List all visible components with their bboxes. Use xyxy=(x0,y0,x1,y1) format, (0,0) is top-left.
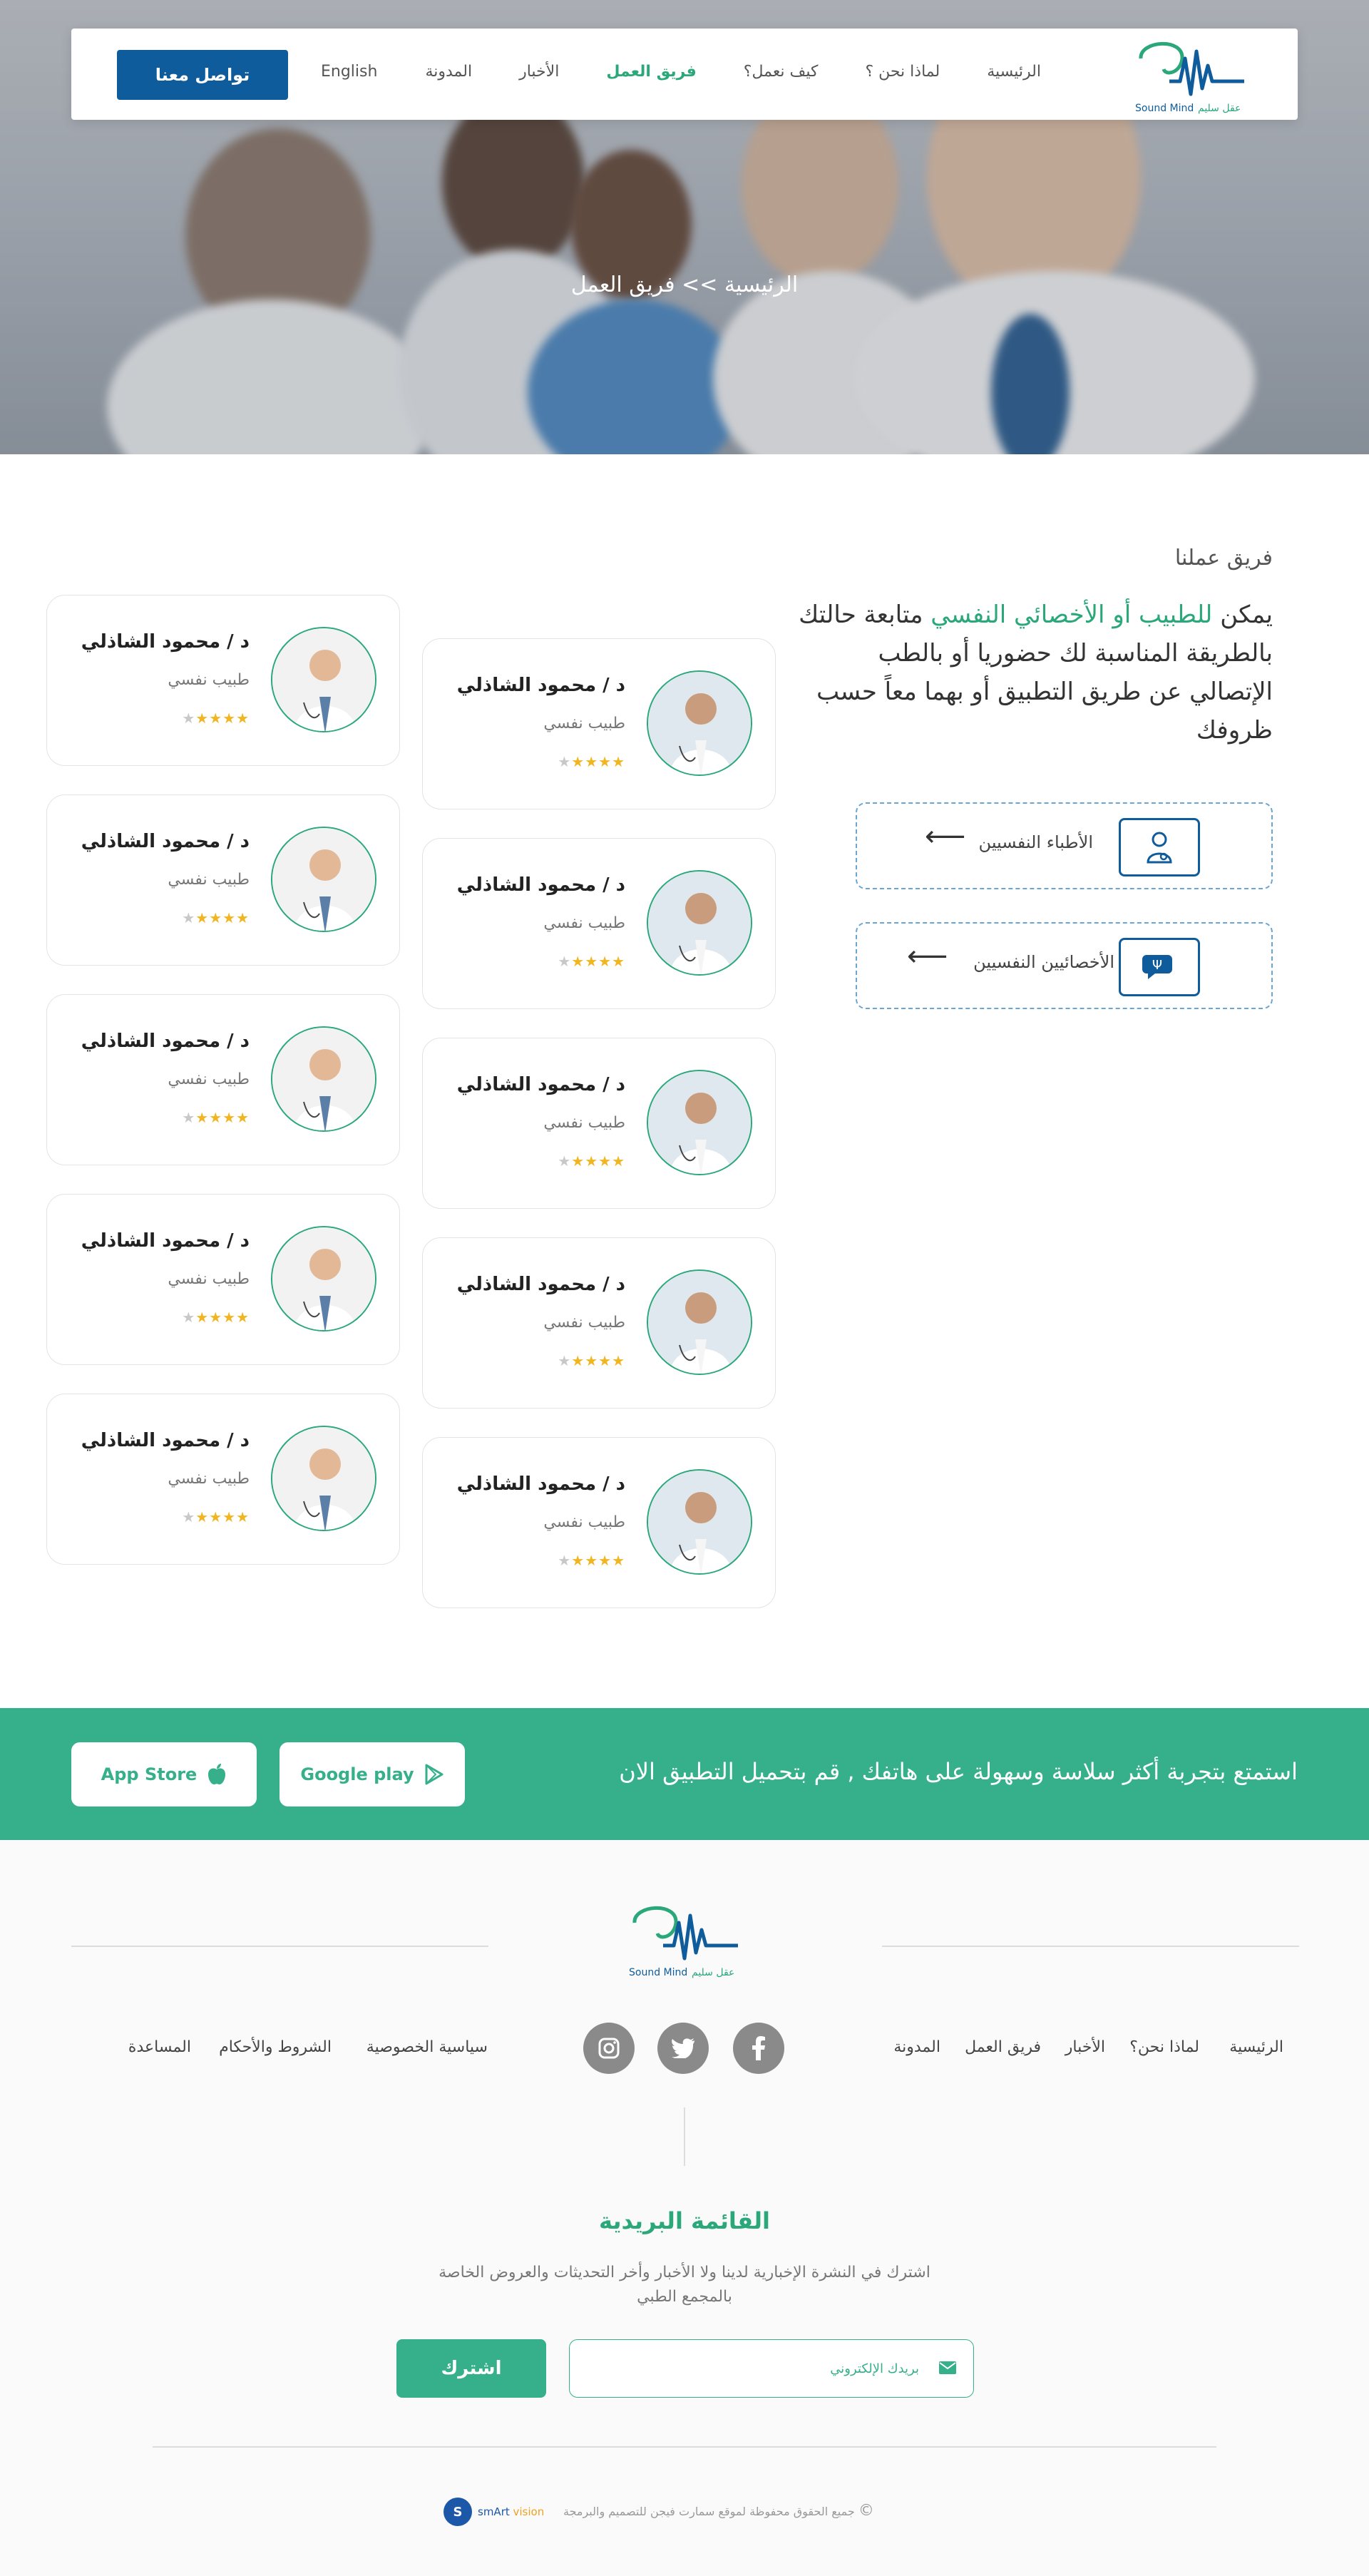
star-icon: ★ xyxy=(558,953,572,970)
doctor-rating xyxy=(558,1552,625,1569)
smart-vision-badge[interactable] xyxy=(443,2498,544,2526)
star-icon: ★ xyxy=(558,1552,572,1569)
star-icon: ★ xyxy=(209,909,223,926)
star-icon: ★ xyxy=(558,1152,572,1170)
doctor-rating xyxy=(182,1109,250,1126)
doctor-card[interactable] xyxy=(422,638,776,809)
doctor-rating xyxy=(558,1152,625,1170)
doctor-rating xyxy=(182,1508,250,1525)
facebook-button[interactable] xyxy=(733,2023,784,2074)
footer xyxy=(0,1840,1369,2576)
app-store-button[interactable] xyxy=(71,1742,257,1806)
doctor-card[interactable] xyxy=(46,794,400,966)
doctor-rating xyxy=(558,1352,625,1369)
doctor-card[interactable] xyxy=(46,595,400,766)
copyright-text xyxy=(563,2502,874,2520)
star-icon: ★ xyxy=(585,953,599,970)
doctor-card[interactable] xyxy=(46,1394,400,1565)
doctor-card[interactable] xyxy=(422,1038,776,1209)
star-icon: ★ xyxy=(222,1508,237,1525)
footer-link-privacy[interactable]: سياسية الخصوصية xyxy=(366,2038,488,2056)
doctor-title: طبيب نفسي xyxy=(168,671,250,689)
star-icon: ★ xyxy=(585,753,599,770)
doctor-title: طبيب نفسي xyxy=(168,1270,250,1288)
contact-us-button[interactable]: تواصل معنا xyxy=(117,50,288,100)
star-icon: ★ xyxy=(585,1352,599,1369)
doctor-name: د / محمود الشاذلي xyxy=(81,1031,250,1052)
star-icon: ★ xyxy=(585,1552,599,1569)
star-icon: ★ xyxy=(236,1309,250,1326)
doctor-name: د / محمود الشاذلي xyxy=(81,831,250,852)
logo-text-ar: عقل سليم xyxy=(1198,103,1241,114)
doctor-name: د / محمود الشاذلي xyxy=(456,1473,625,1495)
sound-mind-logo[interactable] xyxy=(620,1901,749,1980)
filter-psychologists-label: الأخصائيين النفسيين xyxy=(973,952,1114,972)
arrow-left-icon: ⟵ xyxy=(925,820,966,853)
twitter-button[interactable] xyxy=(657,2023,709,2074)
doctor-name: د / محمود الشاذلي xyxy=(81,631,250,653)
star-icon: ★ xyxy=(612,953,625,970)
footer-link-news[interactable]: الأخبار xyxy=(1065,2038,1105,2056)
star-icon: ★ xyxy=(195,1508,210,1525)
doctor-title: طبيب نفسي xyxy=(168,1470,250,1488)
star-icon: ★ xyxy=(222,909,237,926)
newsletter-email-field[interactable] xyxy=(569,2339,974,2398)
doctor-icon xyxy=(1119,818,1200,876)
footer-link-team[interactable]: فريق العمل xyxy=(965,2038,1041,2056)
doctor-card[interactable] xyxy=(422,1437,776,1608)
doctor-photo xyxy=(647,1269,752,1375)
doctor-name: د / محمود الشاذلي xyxy=(456,874,625,896)
filter-psychiatrists[interactable] xyxy=(856,802,1273,889)
smart-vision-name: smArt vision xyxy=(478,2505,545,2518)
star-icon: ★ xyxy=(598,1152,612,1170)
nav-link-team[interactable]: فريق العمل xyxy=(606,63,697,81)
star-icon: ★ xyxy=(598,753,612,770)
star-icon: ★ xyxy=(195,1309,210,1326)
newsletter-title: القائمة البريدية xyxy=(599,2207,770,2234)
footer-link-blog[interactable]: المدونة xyxy=(893,2038,940,2056)
star-icon: ★ xyxy=(236,1109,250,1126)
nav-link-home[interactable]: الرئيسية xyxy=(987,63,1041,81)
doctor-title: طبيب نفسي xyxy=(543,914,625,932)
copyright-label: جميع الحقوق محفوظة لموقع سمارت فيجن للتصميم والبرمجة xyxy=(563,2505,855,2518)
intro-text-after: متابعة حالتك بالطريقة المناسبة لك حضوريا أو بالطب الإتصالي عن طريق التطبيق أو بهما معاً حسب ظروفك xyxy=(799,600,1273,745)
app-banner-text: استمتع بتجربة أكثر سلاسة وسهولة على هاتفك , قم بتحميل التطبيق الان xyxy=(619,1758,1298,1785)
mail-icon xyxy=(939,2361,956,2374)
doctor-rating xyxy=(182,909,250,926)
star-icon: ★ xyxy=(182,909,196,926)
doctor-title: طبيب نفسي xyxy=(168,1070,250,1088)
star-icon: ★ xyxy=(182,710,196,727)
star-icon: ★ xyxy=(222,1309,237,1326)
star-icon: ★ xyxy=(571,1352,585,1369)
doctor-rating xyxy=(558,753,625,770)
google-play-button[interactable] xyxy=(280,1742,465,1806)
psychology-chat-icon xyxy=(1119,938,1200,996)
star-icon: ★ xyxy=(558,1352,572,1369)
star-icon: ★ xyxy=(209,1309,223,1326)
doctor-photo xyxy=(271,1226,376,1332)
star-icon: ★ xyxy=(195,909,210,926)
doctor-name: د / محمود الشاذلي xyxy=(81,1230,250,1252)
doctor-title: طبيب نفسي xyxy=(543,715,625,732)
instagram-icon xyxy=(598,2038,620,2059)
footer-bottom-divider xyxy=(153,2446,1216,2448)
doctor-rating xyxy=(558,953,625,970)
footer-divider xyxy=(71,1946,488,1947)
app-download-banner xyxy=(0,1708,1369,1840)
star-icon: ★ xyxy=(195,1109,210,1126)
doctor-photo xyxy=(647,670,752,776)
star-icon: ★ xyxy=(612,1152,625,1170)
logo-text-en: Sound Mind xyxy=(1135,103,1194,114)
sound-mind-logo[interactable] xyxy=(1127,37,1255,116)
nav-link-blog[interactable]: المدونة xyxy=(425,63,473,81)
doctor-name: د / محمود الشاذلي xyxy=(456,1274,625,1295)
breadcrumb: الرئيسية >> فريق العمل xyxy=(570,272,799,297)
doctor-photo xyxy=(271,1426,376,1531)
language-switch-link[interactable]: English xyxy=(321,63,378,81)
intro-text xyxy=(788,596,1273,750)
star-icon: ★ xyxy=(571,953,585,970)
star-icon: ★ xyxy=(612,1352,625,1369)
doctor-rating xyxy=(182,1309,250,1326)
star-icon: ★ xyxy=(209,1109,223,1126)
doctor-title: طبيب نفسي xyxy=(543,1114,625,1132)
app-store-label: App Store xyxy=(101,1764,198,1784)
intro-text-highlight: للطبيب أو الأخصائي النفسي xyxy=(930,600,1213,629)
section-kicker: فريق عملنا xyxy=(1174,546,1273,571)
star-icon: ★ xyxy=(571,1552,585,1569)
star-icon: ★ xyxy=(598,1552,612,1569)
logo-text-ar: عقل سليم xyxy=(692,1967,735,1978)
play-store-icon xyxy=(424,1764,444,1785)
svg-text:Ψ: Ψ xyxy=(1152,958,1163,973)
star-icon: ★ xyxy=(209,710,223,727)
footer-link-home[interactable]: الرئيسية xyxy=(1229,2038,1283,2056)
doctor-card[interactable] xyxy=(422,1237,776,1409)
logo-text-en: Sound Mind xyxy=(629,1967,688,1978)
doctor-photo xyxy=(647,1469,752,1575)
google-play-label: Google play xyxy=(300,1764,414,1784)
twitter-icon xyxy=(671,2038,695,2058)
main-nav xyxy=(425,63,1041,81)
email-input[interactable] xyxy=(584,2340,919,2397)
star-icon: ★ xyxy=(558,753,572,770)
copyright-icon: © xyxy=(858,2502,874,2520)
arrow-left-icon: ⟵ xyxy=(907,940,948,973)
apple-icon xyxy=(207,1763,227,1786)
star-icon: ★ xyxy=(236,710,250,727)
star-icon: ★ xyxy=(182,1508,196,1525)
star-icon: ★ xyxy=(222,710,237,727)
star-icon: ★ xyxy=(598,953,612,970)
star-icon: ★ xyxy=(236,1508,250,1525)
star-icon: ★ xyxy=(571,1152,585,1170)
instagram-button[interactable] xyxy=(583,2023,635,2074)
star-icon: ★ xyxy=(612,1552,625,1569)
footer-divider xyxy=(882,1946,1299,1947)
filter-psychologists[interactable] xyxy=(856,922,1273,1009)
doctor-title: طبيب نفسي xyxy=(543,1314,625,1332)
doctor-name: د / محمود الشاذلي xyxy=(81,1430,250,1451)
star-icon: ★ xyxy=(236,909,250,926)
star-icon: ★ xyxy=(612,753,625,770)
doctor-photo xyxy=(647,870,752,976)
nav-link-news[interactable]: الأخبار xyxy=(519,63,560,81)
doctor-title: طبيب نفسي xyxy=(168,871,250,889)
filter-psychiatrists-label: الأطباء النفسيين xyxy=(978,832,1093,852)
star-icon: ★ xyxy=(182,1309,196,1326)
nav-link-why-us[interactable]: لماذا نحن ؟ xyxy=(865,63,940,81)
star-icon: ★ xyxy=(585,1152,599,1170)
doctor-photo xyxy=(271,827,376,932)
star-icon: ★ xyxy=(182,1109,196,1126)
doctor-name: د / محمود الشاذلي xyxy=(456,1074,625,1095)
footer-link-terms[interactable]: الشروط والأحكام xyxy=(219,2038,332,2056)
footer-link-help[interactable]: المساعدة xyxy=(128,2038,191,2056)
smart-vision-logo-icon: S xyxy=(443,2498,472,2526)
doctor-photo xyxy=(271,1026,376,1132)
star-icon: ★ xyxy=(209,1508,223,1525)
subscribe-button[interactable]: اشترك xyxy=(396,2339,546,2398)
navbar xyxy=(71,29,1298,120)
doctor-photo xyxy=(271,627,376,732)
doctor-title: طبيب نفسي xyxy=(543,1513,625,1531)
facebook-icon xyxy=(752,2036,766,2060)
star-icon: ★ xyxy=(571,753,585,770)
doctor-name: د / محمود الشاذلي xyxy=(456,675,625,696)
doctor-card[interactable] xyxy=(46,1194,400,1365)
doctor-photo xyxy=(647,1070,752,1175)
star-icon: ★ xyxy=(598,1352,612,1369)
star-icon: ★ xyxy=(222,1109,237,1126)
intro-text-before: يمكن xyxy=(1212,600,1273,629)
doctor-rating xyxy=(182,710,250,727)
nav-link-how-we-work[interactable]: كيف نعمل؟ xyxy=(743,63,819,81)
star-icon: ★ xyxy=(195,710,210,727)
newsletter-description: اشترك في النشرة الإخبارية لدينا ولا الأخبار وأخر التحديثات والعروض الخاصة بالمجمع الطبي xyxy=(439,2264,930,2306)
doctor-card[interactable] xyxy=(422,838,776,1009)
footer-vertical-divider xyxy=(684,2107,685,2166)
doctor-card[interactable] xyxy=(46,994,400,1165)
footer-link-why-us[interactable]: لماذا نحن؟ xyxy=(1129,2038,1199,2056)
